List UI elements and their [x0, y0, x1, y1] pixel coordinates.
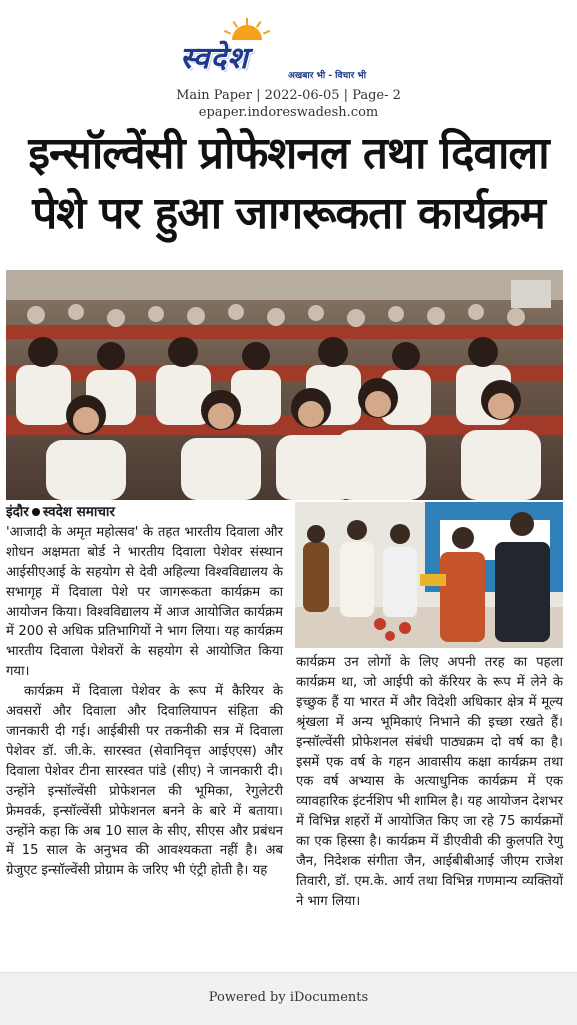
dateline-city: इंदौर: [6, 504, 29, 520]
bullet-dot-icon: [32, 508, 40, 516]
powered-by-footer[interactable]: Powered by iDocuments: [0, 972, 577, 1025]
audience-photo: [6, 270, 563, 500]
masthead: [0, 14, 577, 84]
article-headline: इन्सॉल्वेंसी प्रोफेशनल तथा दिवाला पेशे पर हुआ जागरूकता कार्यक्रम: [28, 128, 549, 239]
epaper-url[interactable]: epaper.indoreswadesh.com: [198, 105, 379, 120]
article-column-left: [6, 503, 283, 881]
logo-text: स्वदेश: [180, 41, 249, 76]
edition-meta: Main Paper | 2022-06-05 | Page- 2: [176, 88, 401, 103]
article-paragraph-3: कार्यक्रम उन लोगों के लिए अपनी तरह का पहला कार्यक्रम था, जो आईपी को कॅरियर के रूप में लेने के इच्छुक हैं या भारत में और विदेशी अधिकार क्षेत्र में मूल्य श्रृंखला में अन्य भूमिकाएं निभाने की इच्छा रखते हैं। इन्सॉल्वेंसी प्रोफेशनल संबंधी पाठ्यक्रम दो वर्ष का है। इसमें एक वर्ष के गहन आवासीय कक्षा कार्यक्रम तथा एक वर्ष अभ्यास के अत्याधुनिक कार्यक्रम में एक व्यावहारिक इंटर्नशिप भी शामिल है। यह आयोजन देशभर में विभिन्न शहरों में आयोजित किए जा रहे 75 कार्यक्रमों का एक हिस्सा है। कार्यक्रम में डीएवीवी की कुलपति रेणु जैन, निदेशक संगीता जैन, आईबीबीआई जीएम राजेश तिवारी, डॉ. एम.के. आर्य तथा विभिन्न गणमान्य व्यक्तियों ने भाग लिया।: [296, 655, 563, 909]
article-paragraph-1: 'आजादी के अमृत महोत्सव' के तहत भारतीय दिवाला और शोधन अक्षमता बोर्ड ने भारतीय दिवाला पेशेवर संस्थान आईसीएआई के सहयोग से देवी अहिल्या विश्वविद्यालय के सभागृह में दिवाला पेशे पर जागरूकता कार्यक्रम का आयोजन किया। विश्वविद्यालय में आज आयोजित कार्यक्रम में 200 से अधिक प्रतिभागियों ने भाग लिया। यह कार्यक्रम भारतीय दिवाला पेशेवरों के सहयोग से आयोजित किया गया।: [6, 524, 283, 680]
dateline-source: स्वदेश समाचार: [42, 504, 115, 520]
felicitation-photo: [295, 502, 563, 648]
newspaper-logo[interactable]: [180, 18, 405, 80]
article-column-right: [296, 653, 563, 912]
article-paragraph-2: कार्यक्रम में दिवाला पेशेवर के रूप में कैरियर के अवसरों और दिवाला और दिवालियापन संहिता की जानकारी दी गई। आईबीसी पर तकनीकी सत्र में दिवाला पेशेवर डॉ. जी.के. सारस्वत (सेवानिवृत्त आईएएस) और दिवाला पेशेवर टीना सारस्वत पांडे (सीए) ने जानकारी दी। उन्होंने इन्सॉल्वेंसी प्रोफेशनल की भूमिका, रेगुलेटरी फ्रेमवर्क, इन्सॉल्वेंसी प्रोफेशनल बनने के बारे में बताया। उन्होंने कहा कि अब 10 साल के सीए, सीएस और प्रबंधन में 15 साल के अनुभव की आवश्यकता नहीं है। अब ग्रेजुएट इन्सॉल्वेंसी प्रोग्राम के जरिए भी एंट्री होती है। यह: [6, 684, 283, 879]
logo-tagline: अखबार भी - विचार भी: [288, 71, 367, 81]
dateline: [6, 503, 283, 523]
